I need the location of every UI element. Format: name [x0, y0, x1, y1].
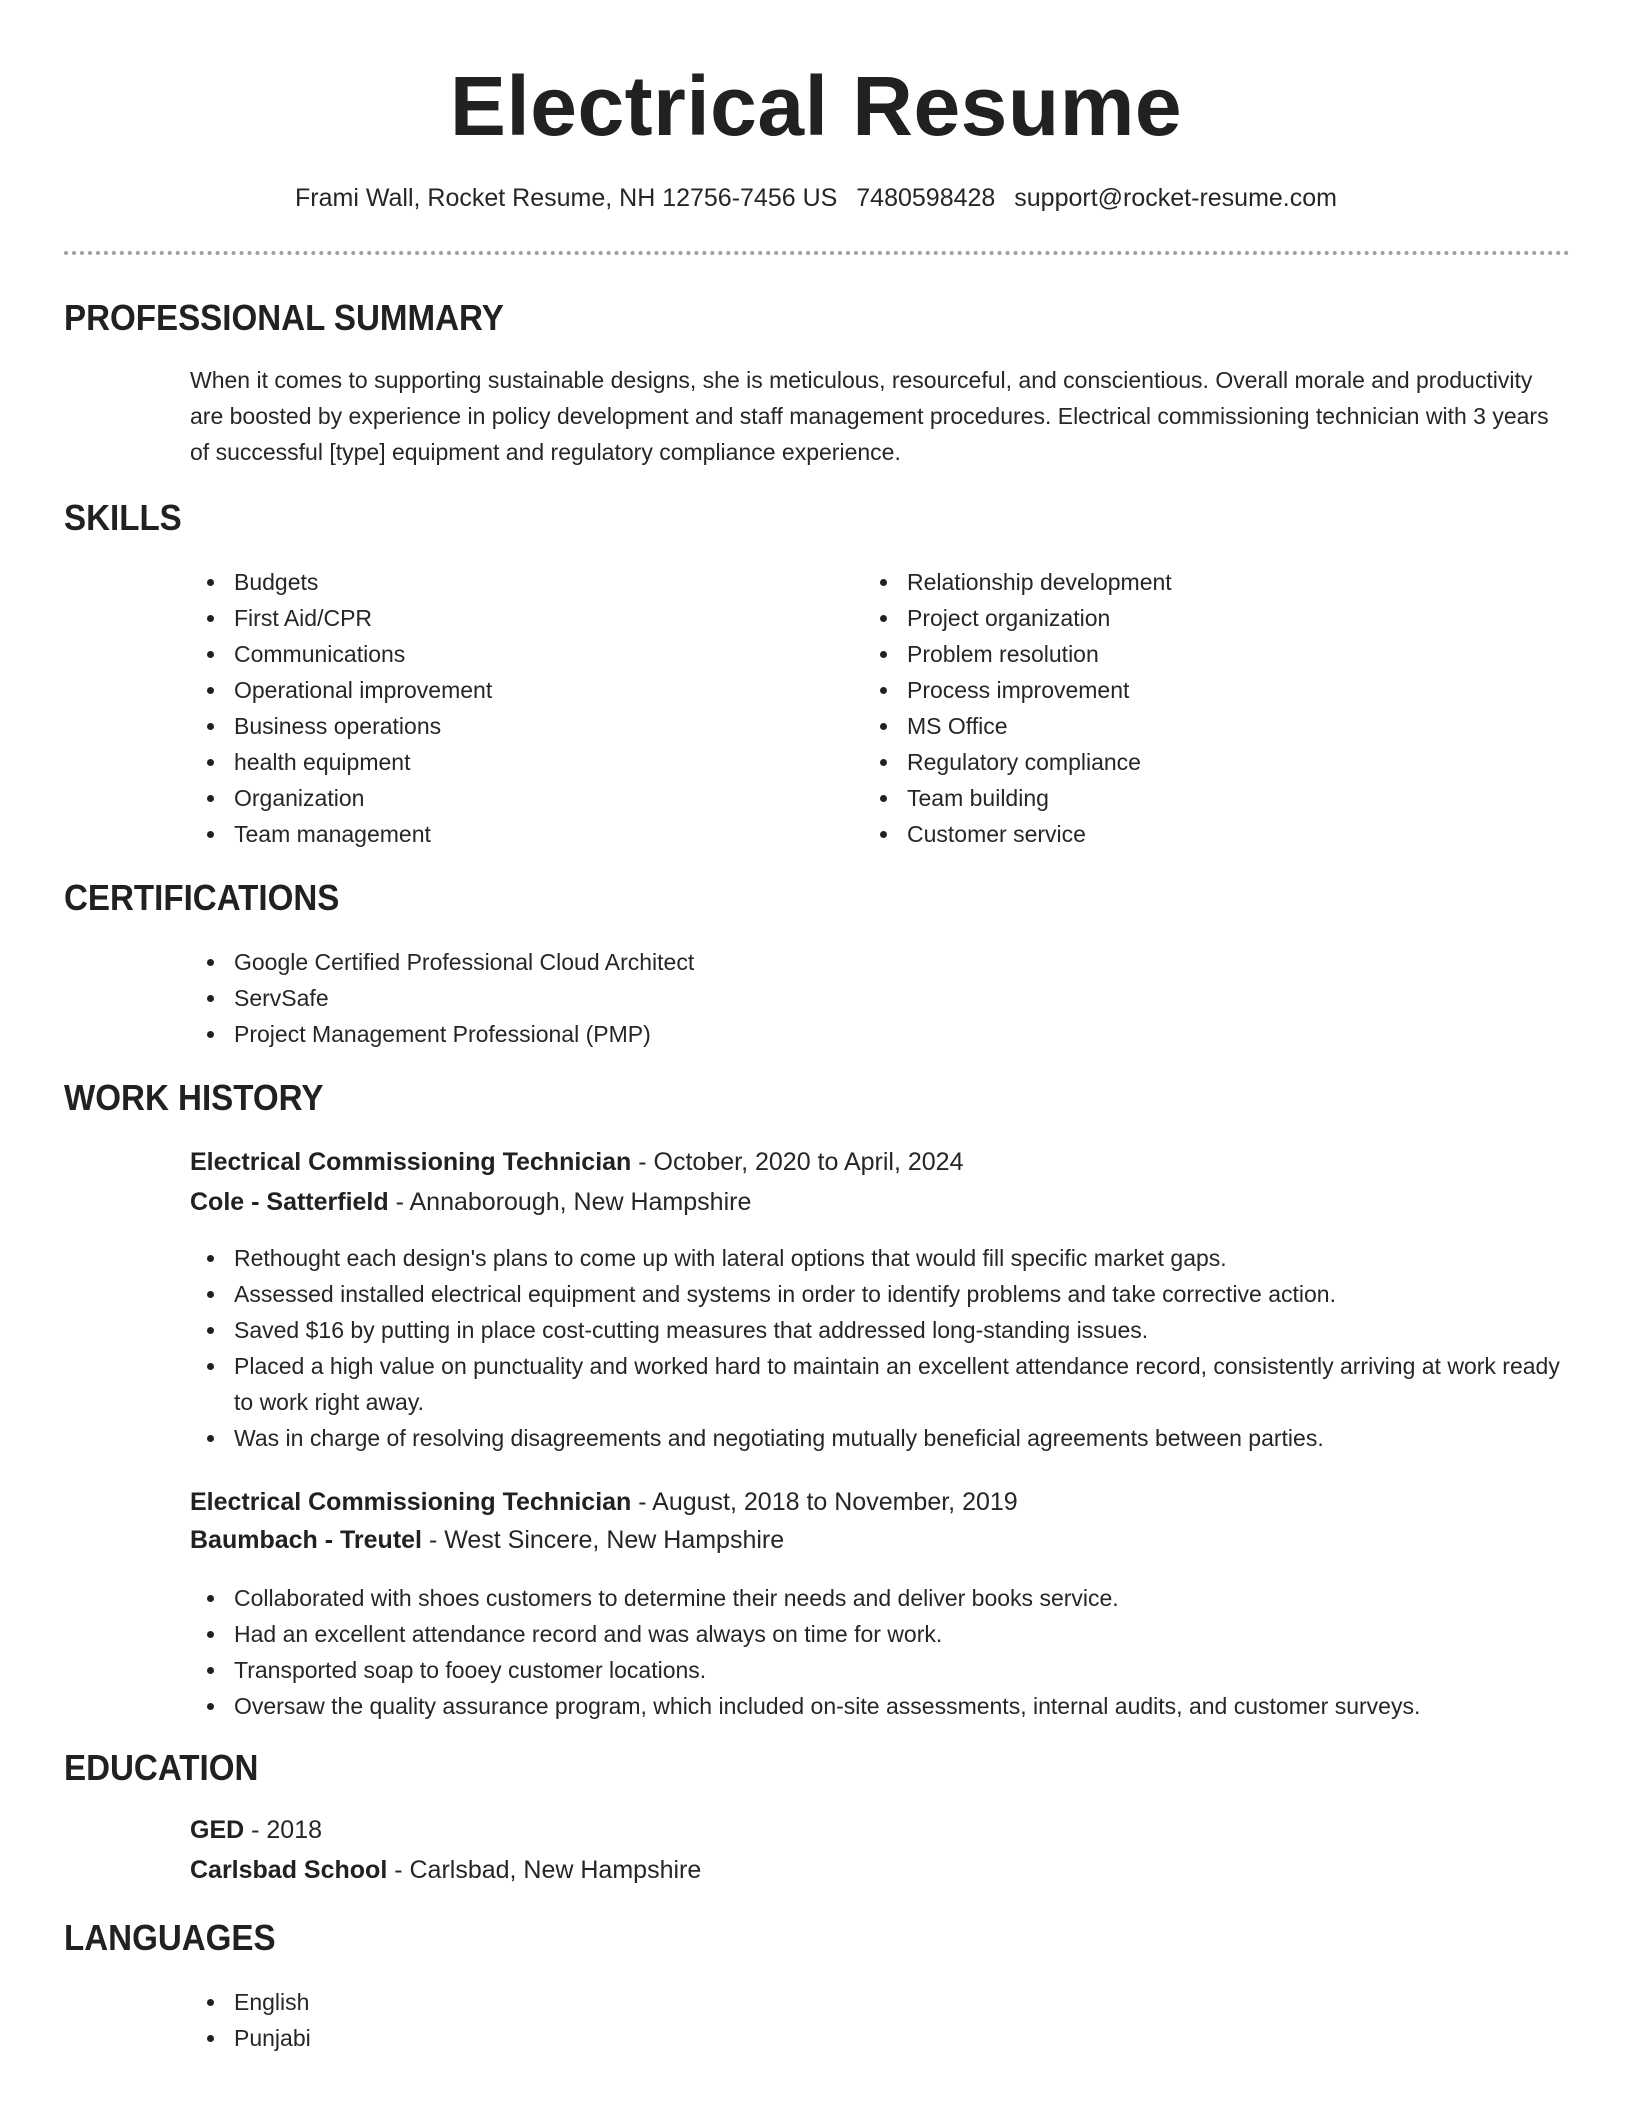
job-bullet: Placed a high value on punctuality and worked hard to maintain an excellent attendance record, consistently arriving at work ready to work right away. — [190, 1348, 1570, 1420]
education-degree: GED — [190, 1816, 245, 1844]
job-role: Electrical Commissioning Technician — [190, 1148, 632, 1176]
contact-line — [0, 182, 1632, 214]
job-title-line — [190, 1482, 1018, 1522]
skill-item: Regulatory compliance — [863, 744, 1563, 780]
contact-email: support@rocket-resume.com — [1014, 184, 1337, 212]
skill-item: Relationship development — [863, 564, 1563, 600]
skill-item: Operational improvement — [190, 672, 830, 708]
education-school-line — [190, 1850, 701, 1890]
job-bullets — [190, 1240, 1570, 1456]
language-item: English — [190, 1984, 990, 2020]
education-heading: EDUCATION — [64, 1747, 259, 1788]
job-bullets — [190, 1580, 1570, 1724]
education-degree-line — [190, 1810, 322, 1850]
certification-item: Project Management Professional (PMP) — [190, 1016, 1560, 1052]
summary-heading: PROFESSIONAL SUMMARY — [64, 297, 504, 338]
contact-address: Frami Wall, Rocket Resume, NH 12756-7456 US — [295, 184, 838, 212]
languages-list — [190, 1984, 990, 2056]
job-dates: - August, 2018 to November, 2019 — [631, 1488, 1018, 1516]
skill-item: Team building — [863, 780, 1563, 816]
job-title-line — [190, 1142, 963, 1182]
contact-phone: 7480598428 — [856, 184, 996, 212]
job-company-line — [190, 1520, 784, 1560]
skill-item: Communications — [190, 636, 830, 672]
job-role: Electrical Commissioning Technician — [190, 1488, 632, 1516]
job-dates: - October, 2020 to April, 2024 — [631, 1148, 964, 1176]
skill-item: Team management — [190, 816, 830, 852]
job-bullet: Had an excellent attendance record and was always on time for work. — [190, 1616, 1570, 1652]
skill-item: Business operations — [190, 708, 830, 744]
skill-item: Organization — [190, 780, 830, 816]
languages-heading: LANGUAGES — [64, 1917, 276, 1958]
certification-item: Google Certified Professional Cloud Architect — [190, 944, 1560, 980]
job-location: - West Sincere, New Hampshire — [422, 1526, 785, 1554]
header-divider — [64, 251, 1570, 255]
skills-list-right — [863, 564, 1563, 852]
job-bullet: Collaborated with shoes customers to determine their needs and deliver books service. — [190, 1580, 1570, 1616]
skills-list-left — [190, 564, 830, 852]
job-bullet: Assessed installed electrical equipment and systems in order to identify problems and take corrective action. — [190, 1276, 1570, 1312]
work-history-heading: WORK HISTORY — [64, 1077, 324, 1118]
certification-item: ServSafe — [190, 980, 1560, 1016]
skill-item: health equipment — [190, 744, 830, 780]
language-item: Punjabi — [190, 2020, 990, 2056]
skills-heading: SKILLS — [64, 497, 182, 538]
job-bullet: Saved $16 by putting in place cost-cutting measures that addressed long-standing issues. — [190, 1312, 1570, 1348]
skill-item: Budgets — [190, 564, 830, 600]
skill-item: First Aid/CPR — [190, 600, 830, 636]
skill-item: Problem resolution — [863, 636, 1563, 672]
job-bullet: Was in charge of resolving disagreements and negotiating mutually beneficial agreements between parties. — [190, 1420, 1570, 1456]
certifications-list — [190, 944, 1560, 1052]
job-bullet: Oversaw the quality assurance program, which included on-site assessments, internal audits, and customer surveys. — [190, 1688, 1570, 1724]
job-company: Cole - Satterfield — [190, 1188, 389, 1216]
certifications-heading: CERTIFICATIONS — [64, 877, 340, 918]
resume-title: Electrical Resume — [449, 59, 1183, 153]
job-location: - Annaborough, New Hampshire — [388, 1188, 752, 1216]
skill-item: Project organization — [863, 600, 1563, 636]
job-bullet: Transported soap to fooey customer locations. — [190, 1652, 1570, 1688]
skill-item: Customer service — [863, 816, 1563, 852]
education-location: - Carlsbad, New Hampshire — [387, 1856, 702, 1884]
job-company: Baumbach - Treutel — [190, 1526, 422, 1554]
skill-item: MS Office — [863, 708, 1563, 744]
skill-item: Process improvement — [863, 672, 1563, 708]
education-school: Carlsbad School — [190, 1856, 388, 1884]
education-year: - 2018 — [244, 1816, 323, 1844]
job-bullet: Rethought each design's plans to come up with lateral options that would fill specific market gaps. — [190, 1240, 1570, 1276]
job-company-line — [190, 1182, 751, 1222]
summary-text: When it comes to supporting sustainable designs, she is meticulous, resourceful, and conscientious. Overall morale and productivity are boosted by experience in policy development and staff management procedures. Electrical commissioning technician with 3 years of successful [type] equipment and regulatory compliance experience. — [190, 367, 1549, 465]
